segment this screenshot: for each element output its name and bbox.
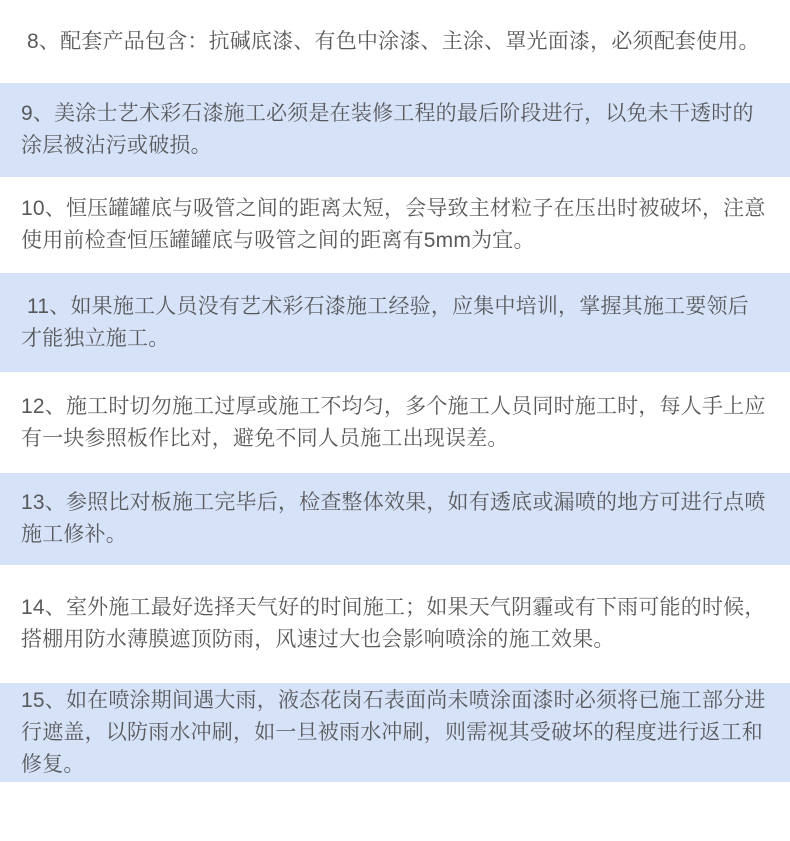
instruction-item-9 bbox=[0, 83, 790, 177]
instruction-text-11: 11、如果施工人员没有艺术彩石漆施工经验，应集中培训，掌握其施工要领后才能独立施工。 bbox=[21, 294, 749, 350]
instruction-text-12: 12、施工时切勿施工过厚或施工不均匀，多个施工人员同时施工时，每人手上应有一块参照板作比对，避免不同人员施工出现误差。 bbox=[21, 394, 766, 450]
instruction-text-8: 8、配套产品包含：抗碱底漆、有色中涂漆、主涂、罩光面漆，必须配套使用。 bbox=[21, 29, 760, 53]
instruction-item-8 bbox=[0, 0, 790, 83]
instruction-item-11 bbox=[0, 273, 790, 372]
bottom-whitespace bbox=[0, 782, 790, 841]
instruction-item-12 bbox=[0, 372, 790, 473]
instruction-item-13 bbox=[0, 473, 790, 565]
instruction-item-14 bbox=[0, 565, 790, 683]
instruction-item-10 bbox=[0, 177, 790, 273]
instruction-text-15: 15、如在喷涂期间遇大雨，液态花岗石表面尚未喷涂面漆时必须将已施工部分进行遮盖，以防雨水冲刷，如一旦被雨水冲刷，则需视其受破坏的程度进行返工和修复。 bbox=[21, 688, 766, 776]
instruction-item-15 bbox=[0, 683, 790, 782]
instruction-text-9: 9、美涂士艺术彩石漆施工必须是在装修工程的最后阶段进行，以免未干透时的涂层被沾污或破损。 bbox=[21, 102, 754, 157]
instruction-text-10: 10、恒压罐罐底与吸管之间的距离太短，会导致主材粒子在压出时被破坏，注意使用前检查恒压罐罐底与吸管之间的距离有5mm为宜。 bbox=[21, 197, 766, 252]
instruction-text-14: 14、室外施工最好选择天气好的时间施工；如果天气阴霾或有下雨可能的时候，搭棚用防水薄膜遮顶防雨，风速过大也会影响喷涂的施工效果。 bbox=[21, 596, 766, 651]
instruction-text-13: 13、参照比对板施工完毕后，检查整体效果，如有透底或漏喷的地方可进行点喷施工修补。 bbox=[21, 491, 766, 546]
